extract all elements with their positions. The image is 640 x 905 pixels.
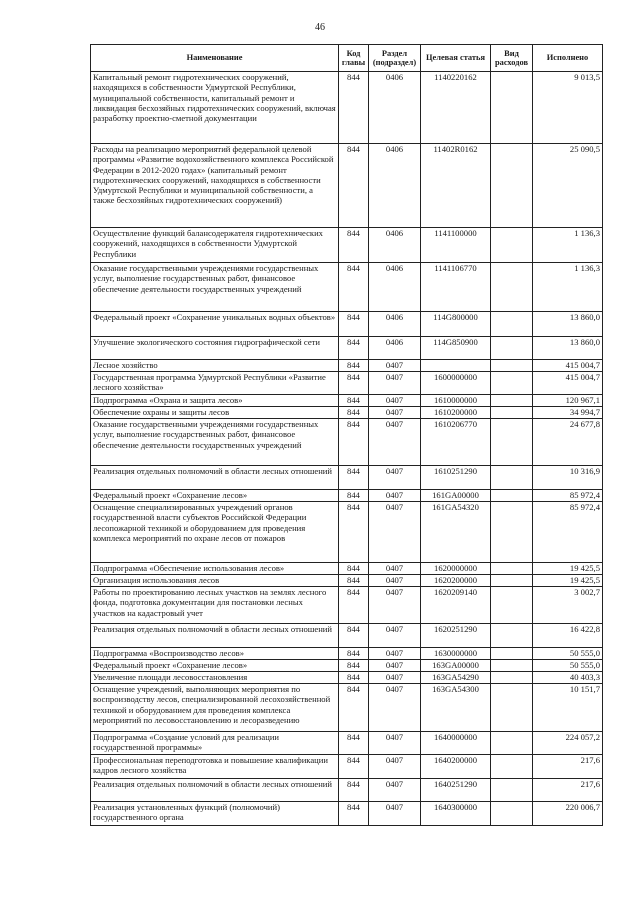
row-executed: 85 972,4 (533, 502, 603, 563)
row-executed: 50 555,0 (533, 648, 603, 660)
row-chapter-code: 844 (339, 263, 369, 312)
row-target-article: 1640300000 (421, 802, 491, 826)
row-chapter-code: 844 (339, 144, 369, 228)
row-name: Федеральный проект «Сохранение лесов» (91, 490, 339, 502)
row-chapter-code: 844 (339, 575, 369, 587)
row-expense-type (491, 407, 533, 419)
row-chapter-code: 844 (339, 395, 369, 407)
row-name: Улучшение экологического состояния гидрографической сети (91, 337, 339, 360)
row-section: 0407 (369, 575, 421, 587)
row-name: Расходы на реализацию мероприятий федеральной целевой программы «Развитие водохозяйственного комплекса Российской Федерации в 2012-2020 годах» (капитальный ремонт гидротехнических сооружений, находящихся в собственности Удмуртской Республики и муниципальной собственности, а также бесхозяйных гидротехнических сооружений) (91, 144, 339, 228)
row-name: Организация использования лесов (91, 575, 339, 587)
row-target-article (421, 360, 491, 372)
row-section: 0406 (369, 337, 421, 360)
row-chapter-code: 844 (339, 563, 369, 575)
row-section: 0407 (369, 587, 421, 624)
row-chapter-code: 844 (339, 419, 369, 466)
row-target-article: 161GA54320 (421, 502, 491, 563)
row-section: 0407 (369, 660, 421, 672)
row-section: 0406 (369, 144, 421, 228)
row-executed: 24 677,8 (533, 419, 603, 466)
row-expense-type (491, 466, 533, 490)
row-name: Подпрограмма «Создание условий для реализации государственной программы» (91, 732, 339, 755)
row-target-article: 1640251290 (421, 779, 491, 802)
row-chapter-code: 844 (339, 372, 369, 395)
row-section: 0407 (369, 563, 421, 575)
row-expense-type (491, 575, 533, 587)
row-expense-type (491, 144, 533, 228)
row-target-article: 1620000000 (421, 563, 491, 575)
row-expense-type (491, 648, 533, 660)
row-name: Реализация установленных функций (полномочий) государственного органа (91, 802, 339, 826)
header-executed: Исполнено (533, 45, 603, 72)
table-row (91, 263, 603, 312)
row-section: 0406 (369, 263, 421, 312)
header-expense-type: Вид расходов (491, 45, 533, 72)
table-row (91, 672, 603, 684)
row-chapter-code: 844 (339, 587, 369, 624)
row-executed: 19 425,5 (533, 563, 603, 575)
row-name: Увеличение площади лесовосстановления (91, 672, 339, 684)
row-expense-type (491, 684, 533, 732)
row-section: 0407 (369, 672, 421, 684)
row-target-article: 163GA54290 (421, 672, 491, 684)
row-chapter-code: 844 (339, 407, 369, 419)
row-name: Федеральный проект «Сохранение уникальных водных объектов» (91, 312, 339, 337)
row-executed: 25 090,5 (533, 144, 603, 228)
row-section: 0407 (369, 802, 421, 826)
row-chapter-code: 844 (339, 337, 369, 360)
row-executed: 9 013,5 (533, 72, 603, 144)
row-executed: 415 004,7 (533, 360, 603, 372)
row-target-article: 1620251290 (421, 624, 491, 648)
table-row (91, 312, 603, 337)
row-executed: 13 860,0 (533, 337, 603, 360)
row-name: Лесное хозяйство (91, 360, 339, 372)
row-chapter-code: 844 (339, 802, 369, 826)
row-executed: 220 006,7 (533, 802, 603, 826)
table-row (91, 660, 603, 672)
table-header-row (91, 45, 603, 72)
row-chapter-code: 844 (339, 72, 369, 144)
row-target-article: 1630000000 (421, 648, 491, 660)
row-section: 0407 (369, 779, 421, 802)
row-chapter-code: 844 (339, 648, 369, 660)
row-expense-type (491, 312, 533, 337)
row-expense-type (491, 337, 533, 360)
table-row (91, 466, 603, 490)
header-name: Наименование (91, 45, 339, 72)
table-row (91, 802, 603, 826)
table-row (91, 337, 603, 360)
row-expense-type (491, 587, 533, 624)
row-name: Оказание государственными учреждениями государственных услуг, выполнение государственных работ, финансовое обеспечение деятельности государственных учреждений (91, 419, 339, 466)
row-executed: 217,6 (533, 755, 603, 779)
row-target-article: 114G850900 (421, 337, 491, 360)
table-row (91, 502, 603, 563)
row-chapter-code: 844 (339, 312, 369, 337)
table-row (91, 395, 603, 407)
row-chapter-code: 844 (339, 624, 369, 648)
row-expense-type (491, 802, 533, 826)
table-row (91, 72, 603, 144)
row-expense-type (491, 228, 533, 263)
row-target-article: 1620200000 (421, 575, 491, 587)
row-executed: 224 057,2 (533, 732, 603, 755)
table-row (91, 684, 603, 732)
row-executed: 34 994,7 (533, 407, 603, 419)
row-target-article: 11402R0162 (421, 144, 491, 228)
row-chapter-code: 844 (339, 684, 369, 732)
row-expense-type (491, 263, 533, 312)
row-chapter-code: 844 (339, 755, 369, 779)
row-section: 0406 (369, 312, 421, 337)
row-executed: 10 151,7 (533, 684, 603, 732)
row-expense-type (491, 360, 533, 372)
row-expense-type (491, 732, 533, 755)
row-expense-type (491, 755, 533, 779)
row-expense-type (491, 72, 533, 144)
row-target-article: 1600000000 (421, 372, 491, 395)
table-row (91, 228, 603, 263)
row-target-article: 1141106770 (421, 263, 491, 312)
row-expense-type (491, 395, 533, 407)
row-section: 0407 (369, 648, 421, 660)
row-section: 0407 (369, 419, 421, 466)
row-section: 0406 (369, 72, 421, 144)
table-row (91, 587, 603, 624)
table-row (91, 624, 603, 648)
row-executed: 10 316,9 (533, 466, 603, 490)
row-section: 0407 (369, 755, 421, 779)
row-chapter-code: 844 (339, 779, 369, 802)
row-expense-type (491, 624, 533, 648)
table-row (91, 648, 603, 660)
row-section: 0407 (369, 407, 421, 419)
row-name: Подпрограмма «Воспроизводство лесов» (91, 648, 339, 660)
row-section: 0407 (369, 372, 421, 395)
row-executed: 1 136,3 (533, 228, 603, 263)
row-executed: 217,6 (533, 779, 603, 802)
row-chapter-code: 844 (339, 228, 369, 263)
row-name: Работы по проектированию лесных участков на землях лесного фонда, подготовка документации для постановки лесных участков на кадастровый учет (91, 587, 339, 624)
row-section: 0407 (369, 684, 421, 732)
table-row (91, 360, 603, 372)
row-name: Оснащение специализированных учреждений органов государственной власти субъектов Российской Федерации лесопожарной техникой и оборудованием для проведения комплекса мероприятий по охране лесов от пожаров (91, 502, 339, 563)
table-row (91, 144, 603, 228)
row-executed: 1 136,3 (533, 263, 603, 312)
row-expense-type (491, 372, 533, 395)
row-name: Реализация отдельных полномочий в области лесных отношений (91, 624, 339, 648)
table-row (91, 575, 603, 587)
table-row (91, 407, 603, 419)
row-section: 0407 (369, 502, 421, 563)
row-executed: 40 403,3 (533, 672, 603, 684)
table-row (91, 755, 603, 779)
row-name: Реализация отдельных полномочий в области лесных отношений (91, 466, 339, 490)
row-target-article: 114G800000 (421, 312, 491, 337)
row-section: 0407 (369, 466, 421, 490)
row-name: Осуществление функций балансодержателя гидротехнических сооружений, находящихся в собственности Удмуртской Республики (91, 228, 339, 263)
table-row (91, 372, 603, 395)
table-row (91, 419, 603, 466)
row-name: Реализация отдельных полномочий в области лесных отношений (91, 779, 339, 802)
row-name: Капитальный ремонт гидротехнических сооружений, находящихся в собственности Удмуртской Республики, муниципальной собственности, капитальный ремонт и ликвидация бесхозяйных гидротехнических сооружений, включая разработку проектно-сметной документации (91, 72, 339, 144)
row-section: 0407 (369, 360, 421, 372)
header-target-article: Целевая статья (421, 45, 491, 72)
row-expense-type (491, 563, 533, 575)
row-executed: 16 422,8 (533, 624, 603, 648)
page-number: 46 (315, 22, 325, 33)
row-target-article: 1620209140 (421, 587, 491, 624)
row-executed: 120 967,1 (533, 395, 603, 407)
row-chapter-code: 844 (339, 490, 369, 502)
row-target-article: 1640000000 (421, 732, 491, 755)
row-chapter-code: 844 (339, 466, 369, 490)
row-name: Обеспечение охраны и защиты лесов (91, 407, 339, 419)
table-row (91, 732, 603, 755)
header-section: Раздел (подраздел) (369, 45, 421, 72)
row-target-article: 1140220162 (421, 72, 491, 144)
row-section: 0407 (369, 395, 421, 407)
row-target-article: 1610200000 (421, 407, 491, 419)
table-row (91, 779, 603, 802)
row-expense-type (491, 672, 533, 684)
budget-execution-table (90, 44, 603, 826)
row-expense-type (491, 779, 533, 802)
row-target-article: 163GA54300 (421, 684, 491, 732)
row-target-article: 161GA00000 (421, 490, 491, 502)
row-name: Федеральный проект «Сохранение лесов» (91, 660, 339, 672)
row-expense-type (491, 419, 533, 466)
row-executed: 415 004,7 (533, 372, 603, 395)
row-name: Подпрограмма «Обеспечение использования лесов» (91, 563, 339, 575)
row-target-article: 1141100000 (421, 228, 491, 263)
row-name: Профессиональная переподготовка и повышение квалификации кадров лесного хозяйства (91, 755, 339, 779)
row-target-article: 1640200000 (421, 755, 491, 779)
row-executed: 85 972,4 (533, 490, 603, 502)
row-target-article: 163GA00000 (421, 660, 491, 672)
row-name: Оснащение учреждений, выполняющих мероприятия по воспроизводству лесов, специализированной лесохозяйственной техникой и оборудованием для проведения комплекса мероприятий по лесовосстановлению и лесоразведению (91, 684, 339, 732)
row-name: Государственная программа Удмуртской Республики «Развитие лесного хозяйства» (91, 372, 339, 395)
row-section: 0406 (369, 228, 421, 263)
row-executed: 13 860,0 (533, 312, 603, 337)
row-section: 0407 (369, 624, 421, 648)
row-expense-type (491, 502, 533, 563)
row-expense-type (491, 660, 533, 672)
table-row (91, 563, 603, 575)
row-section: 0407 (369, 732, 421, 755)
row-target-article: 1610206770 (421, 419, 491, 466)
row-chapter-code: 844 (339, 360, 369, 372)
row-chapter-code: 844 (339, 672, 369, 684)
row-executed: 50 555,0 (533, 660, 603, 672)
row-target-article: 1610251290 (421, 466, 491, 490)
row-expense-type (491, 490, 533, 502)
row-chapter-code: 844 (339, 732, 369, 755)
row-section: 0407 (369, 490, 421, 502)
row-name: Подпрограмма «Охрана и защита лесов» (91, 395, 339, 407)
row-target-article: 1610000000 (421, 395, 491, 407)
row-executed: 3 002,7 (533, 587, 603, 624)
row-chapter-code: 844 (339, 502, 369, 563)
row-chapter-code: 844 (339, 660, 369, 672)
row-name: Оказание государственными учреждениями государственных услуг, выполнение государственных работ, финансовое обеспечение деятельности государственных учреждений (91, 263, 339, 312)
header-chapter-code: Код главы (339, 45, 369, 72)
row-executed: 19 425,5 (533, 575, 603, 587)
table-row (91, 490, 603, 502)
